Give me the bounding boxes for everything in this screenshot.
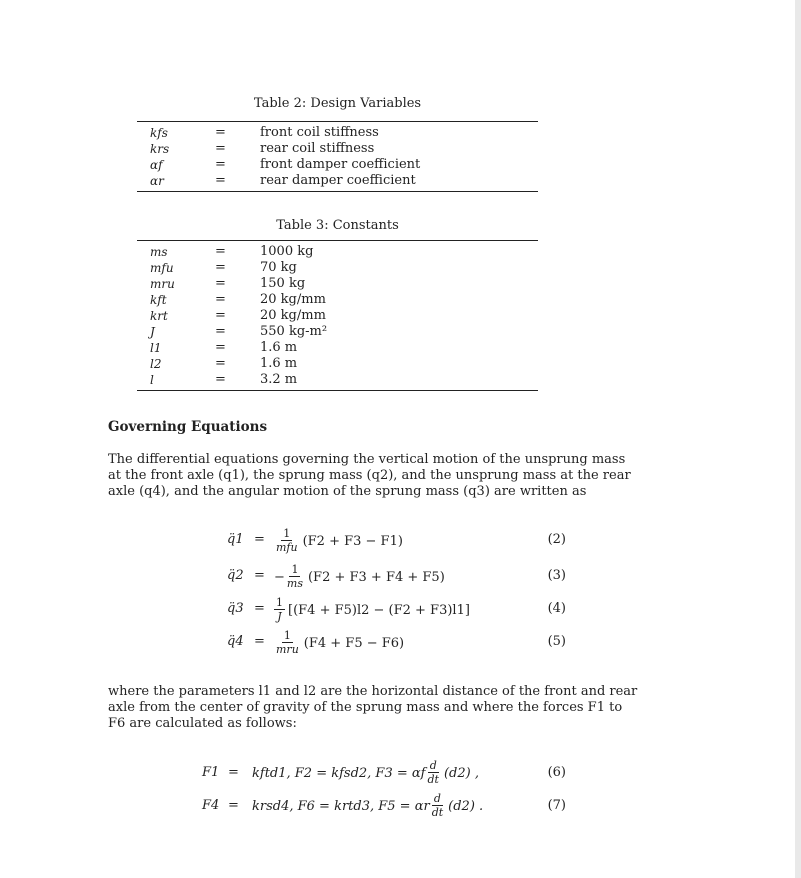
table3-symbol: ms [150,245,168,259]
fraction-numerator: d [429,759,437,772]
fraction-numerator: 1 [291,563,299,576]
equation-lhs: q̈2 [227,568,244,583]
fraction-numerator: 1 [283,527,291,540]
equation-equals: = [254,532,265,547]
equation-number: (6) [547,765,566,780]
table2-row [137,173,538,189]
table3-equals: = [215,324,226,339]
table3-row [137,292,538,308]
fraction [274,597,285,623]
table3-value: 1.6 m [260,356,298,371]
fraction-numerator: 1 [276,596,283,609]
equation-number: (3) [547,568,566,583]
equation-lhs: q̈1 [227,532,244,547]
table2-equals: = [215,157,226,172]
fraction [274,528,300,554]
table2-desc: front damper coefficient [260,157,421,172]
equation-body: (F2 + F3 + F4 + F5) [307,569,445,585]
fraction-denominator: mru [276,643,299,656]
table3-equals: = [215,340,226,355]
table3-value: 20 kg/mm [260,292,326,307]
table3-caption: Table 3: Constants [276,218,399,233]
table2-row [137,125,538,141]
equation-equals: = [254,601,265,616]
table2-top-rule [137,121,538,122]
paragraph-line: axle from the center of gravity of the sprung mass and where the forces F1 to [108,700,623,715]
paragraph-line: at the front axle (q1), the sprung mass (q2), and the unsprung mass at the rear [108,468,631,483]
table2-row [137,141,538,157]
table3-symbol: mru [150,277,175,291]
paragraph-line: axle (q4), and the angular motion of the sprung mass (q3) are written as [108,484,587,499]
fraction-denominator: mfu [276,541,298,554]
fraction-denominator: J [277,610,282,623]
table3-symbol: krt [150,309,168,323]
fraction [285,564,305,590]
table3-symbol: kft [150,293,167,307]
vertical-scrollbar[interactable] [795,0,801,878]
fraction-denominator: dt [431,806,444,819]
equation-body: [(F4 + F5)l2 − (F2 + F3)l1] [288,602,470,618]
paragraph-line: where the parameters l1 and l2 are the horizontal distance of the front and rear [108,684,638,699]
table3-value: 150 kg [260,276,306,291]
equation-equals: = [254,568,265,583]
table3-row [137,308,538,324]
table3-symbol: l1 [150,341,162,355]
table3-row [137,340,538,356]
fraction-numerator: d [433,792,441,805]
equation-number: (7) [547,798,566,813]
equation-7 [190,790,570,820]
equation-number: (5) [547,634,566,649]
table2-equals: = [215,125,226,140]
paragraph-line: F6 are calculated as follows: [108,716,297,731]
table3-equals: = [215,356,226,371]
equation-lhs: F1 [202,765,220,780]
table3-symbol: l [150,373,154,387]
table3-equals: = [215,308,226,323]
table2-desc: rear coil stiffness [260,141,375,156]
table3-symbol: mfu [150,261,174,275]
fraction [430,793,445,819]
table3-row [137,372,538,388]
fraction-numerator: 1 [283,629,291,642]
equation-rhs [274,627,404,659]
equation-5 [210,627,570,655]
table3-equals: = [215,260,226,275]
table2-desc: rear damper coefficient [260,173,416,188]
table3-row [137,244,538,260]
equation-2 [210,525,570,553]
section-heading: Governing Equations [108,419,268,435]
table3-equals: = [215,244,226,259]
table3-value: 550 kg-m² [260,324,328,339]
table3-top-rule [137,240,538,241]
table3-row [137,356,538,372]
equation-body: (F4 + F5 − F6) [303,635,405,651]
equation-equals: = [228,798,239,813]
equation-4 [210,594,570,622]
table3-value: 1.6 m [260,340,298,355]
table2-caption: Table 2: Design Variables [253,96,422,111]
table2-desc: front coil stiffness [260,125,379,140]
table2-symbol: krs [150,142,170,156]
table2-bottom-rule [137,191,538,192]
forces-paragraph [108,684,638,732]
equation-sign: − [274,569,285,585]
equation-rhs [274,561,445,593]
equation-tail: (d2) . [448,798,484,814]
table3-value: 70 kg [260,260,297,275]
equation-body: krsd4, F6 = krtd3, F5 = αr [252,798,430,814]
table2-symbol: kfs [150,126,168,140]
table2-symbol: αf [150,158,163,172]
fraction-denominator: dt [427,773,439,786]
fraction [274,630,301,656]
table2-symbol: αr [150,174,164,188]
equation-equals: = [228,765,239,780]
equation-body: kftd1, F2 = kfsd2, F3 = αf [252,765,426,781]
equation-lhs: q̈4 [227,634,244,649]
table2-row [137,157,538,173]
table3-row [137,324,538,340]
equation-rhs [274,525,403,557]
equation-equals: = [254,634,265,649]
table3-row [137,276,538,292]
table3-bottom-rule [137,390,538,391]
table3-equals: = [215,372,226,387]
intro-paragraph [108,452,631,500]
equation-lhs: q̈3 [227,601,244,616]
table2-equals: = [215,173,226,188]
fraction [425,760,440,786]
table3-value: 20 kg/mm [260,308,326,323]
table3-equals: = [215,292,226,307]
equation-rhs [274,594,470,626]
equation-rhs [252,757,479,789]
equation-tail: (d2) , [443,765,479,781]
equation-number: (2) [547,532,566,547]
equation-body: (F2 + F3 − F1) [302,533,403,549]
equation-rhs [252,790,483,822]
paragraph-line: The differential equations governing the vertical motion of the unsprung mass [108,452,626,467]
equation-3 [210,561,570,589]
table3-symbol: J [150,325,155,339]
table2-equals: = [215,141,226,156]
table3-symbol: l2 [150,357,162,371]
table3-row [137,260,538,276]
fraction-denominator: ms [286,577,303,590]
table3-equals: = [215,276,226,291]
table3-value: 1000 kg [260,244,314,259]
table3-value: 3.2 m [260,372,298,387]
equation-number: (4) [547,601,566,616]
equation-lhs: F4 [202,798,220,813]
equation-6 [190,757,570,787]
